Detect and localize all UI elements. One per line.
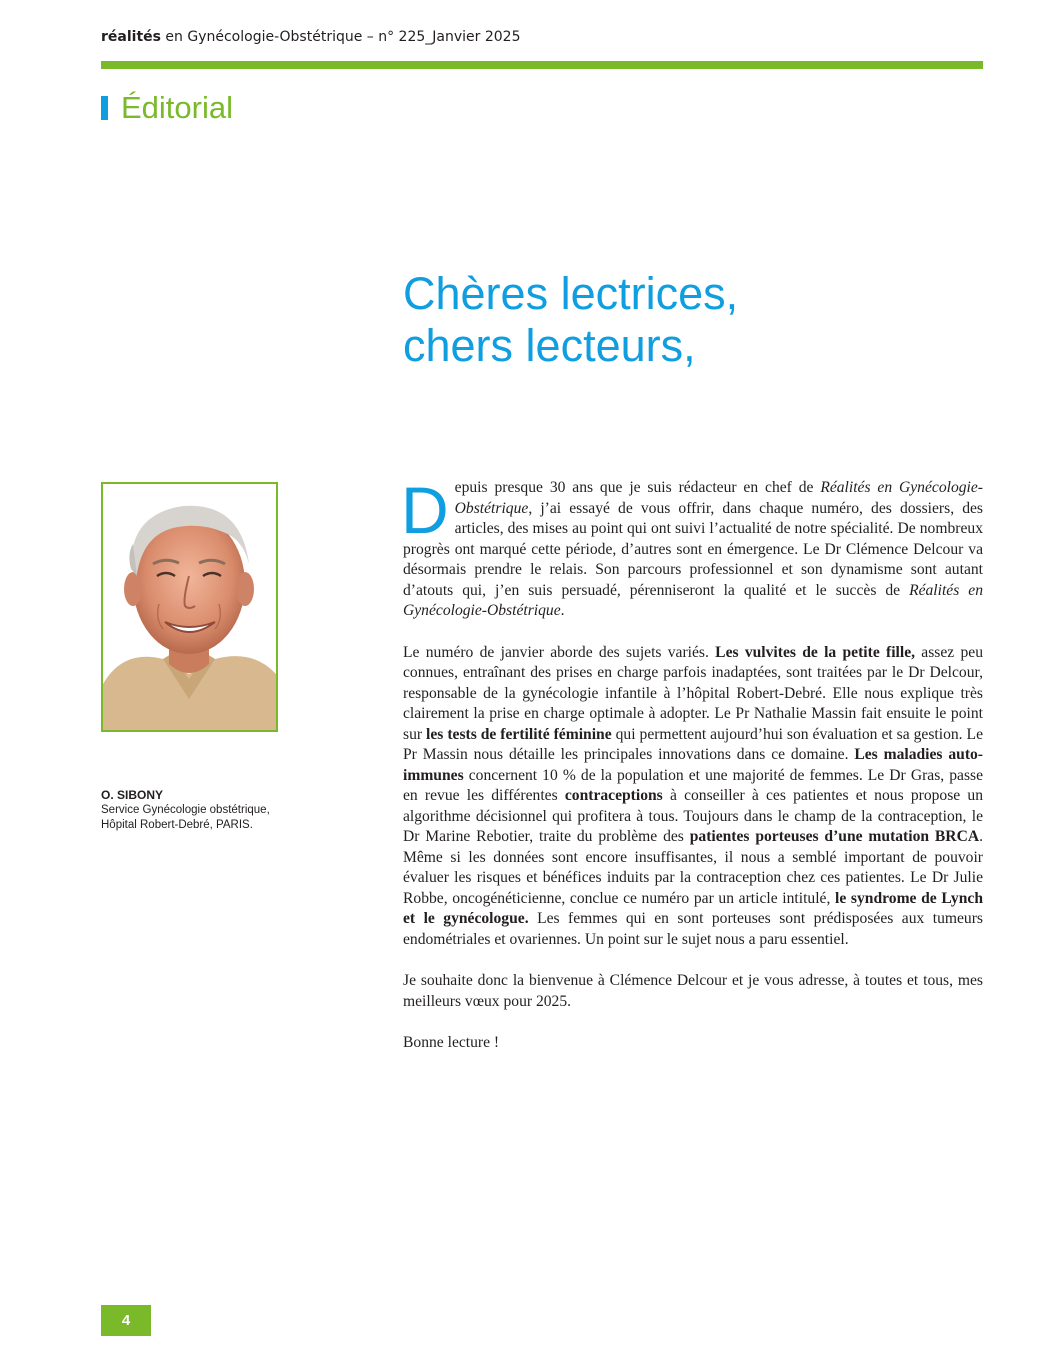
author-affiliation (101, 803, 301, 833)
author-name: O. SIBONY (101, 788, 164, 802)
text-run: , j’ai essayé de vous offrir, dans chaque numéro, des dossiers, des articles, des mises au point qui ont suivi l’actualité de notre spécialité. De nombreux progrès ont marqué cette période, d’autres sont en émergence. Le Dr Clémence Delcour va désormais prendre le relais. Son parcours professionnel et son dynamisme sont autant d’atouts qui, j’en suis persuadé, pérenniseront la qualité et le succès de (403, 499, 983, 599)
topic-highlight: Les vulvites de la petite fille, (715, 643, 916, 661)
editorial-headline (403, 268, 738, 372)
topic-highlight: patientes porteuses d’une mutation BRCA (689, 828, 980, 845)
drop-cap: D (401, 473, 449, 547)
topic-highlight: contraceptions (564, 787, 663, 804)
author-portrait (101, 482, 278, 732)
paragraph-1 (401, 473, 983, 622)
journal-title-italic: Réalités en Gynécologie-Obstétrique (403, 581, 983, 619)
text-run: Les femmes qui en sont porteuses sont prédisposées aux tumeurs endométriales et ovariennes. Un point sur le sujet nous a paru essentiel. (403, 910, 983, 948)
text-run: . (560, 602, 565, 619)
issue-info: en Gynécologie-Obstétrique – n° 225_Janvier 2025 (160, 29, 521, 45)
paragraph-2 (403, 643, 983, 951)
text-run: qui permettent aujourd’hui son évaluation et sa gestion. Le Pr Massin nous détaille les principales innovations dans ce domaine. (403, 725, 983, 763)
paragraph-4: Bonne lecture ! (403, 1034, 500, 1051)
topic-highlight: Les maladies auto-immunes (403, 746, 984, 784)
text-run: à conseiller à ces patientes et nous propose un algorithme décisionnel qui profitera à tous. Toujours dans le champ de la contraception, le Dr Marine Rebotier, traite du problème des (403, 787, 983, 845)
headline-line-1: Chères lectrices, (403, 268, 739, 319)
running-header (101, 29, 520, 45)
headline-line-2: chers lecteurs, (403, 320, 696, 371)
journal-title-italic: Réalités en Gynécologie-Obstétrique (454, 479, 983, 517)
text-run: assez peu connues, entraînant des prises en charge parfois inadaptées, sont traitées par le Dr Delcour, responsable de la gynécologie infantile à l’hôpital Robert-Debré. Elle nous explique très clairement la prise en charge optimale à adopter. Le Pr Nathalie Massin fait ensuite le point sur (403, 643, 983, 743)
section-marker (101, 96, 108, 120)
author-affiliation-line-2: Hôpital Robert-Debré, PARIS. (101, 819, 253, 831)
paragraph-3: Je souhaite donc la bienvenue à Clémence Delcour et je vous adresse, à toutes et tous, mes meilleurs vœux pour 2025. (403, 972, 983, 1010)
text-run: Le numéro de janvier aborde des sujets variés. (403, 643, 716, 661)
header-rule (101, 61, 983, 69)
topic-highlight: les tests de fertilité féminine (426, 725, 612, 743)
author-affiliation-line-1: Service Gynécologie obstétrique, (101, 804, 270, 816)
journal-name: réalités (101, 29, 161, 45)
topic-highlight: le syndrome de Lynch et le gynécologue. (403, 889, 983, 927)
author-photo-icon (103, 484, 276, 730)
text-run: concernent 10 % de la population et une majorité de femmes. Le Dr Gras, passe en revue les différentes (403, 766, 983, 804)
editorial-body (401, 473, 984, 1075)
section-title: Éditorial (121, 90, 233, 125)
page-number: 4 (101, 1305, 151, 1336)
text-run: epuis presque 30 ans que je suis rédacteur en chef de (454, 479, 821, 496)
text-run: . Même si les données sont encore insuffisantes, il nous a semblé important de pouvoir évaluer les risques et bénéfices induits par la contraception chez ces patientes. Le Dr Julie Robbe, oncogénéticienne, conclue ce numéro par un article intitulé, (403, 828, 983, 907)
